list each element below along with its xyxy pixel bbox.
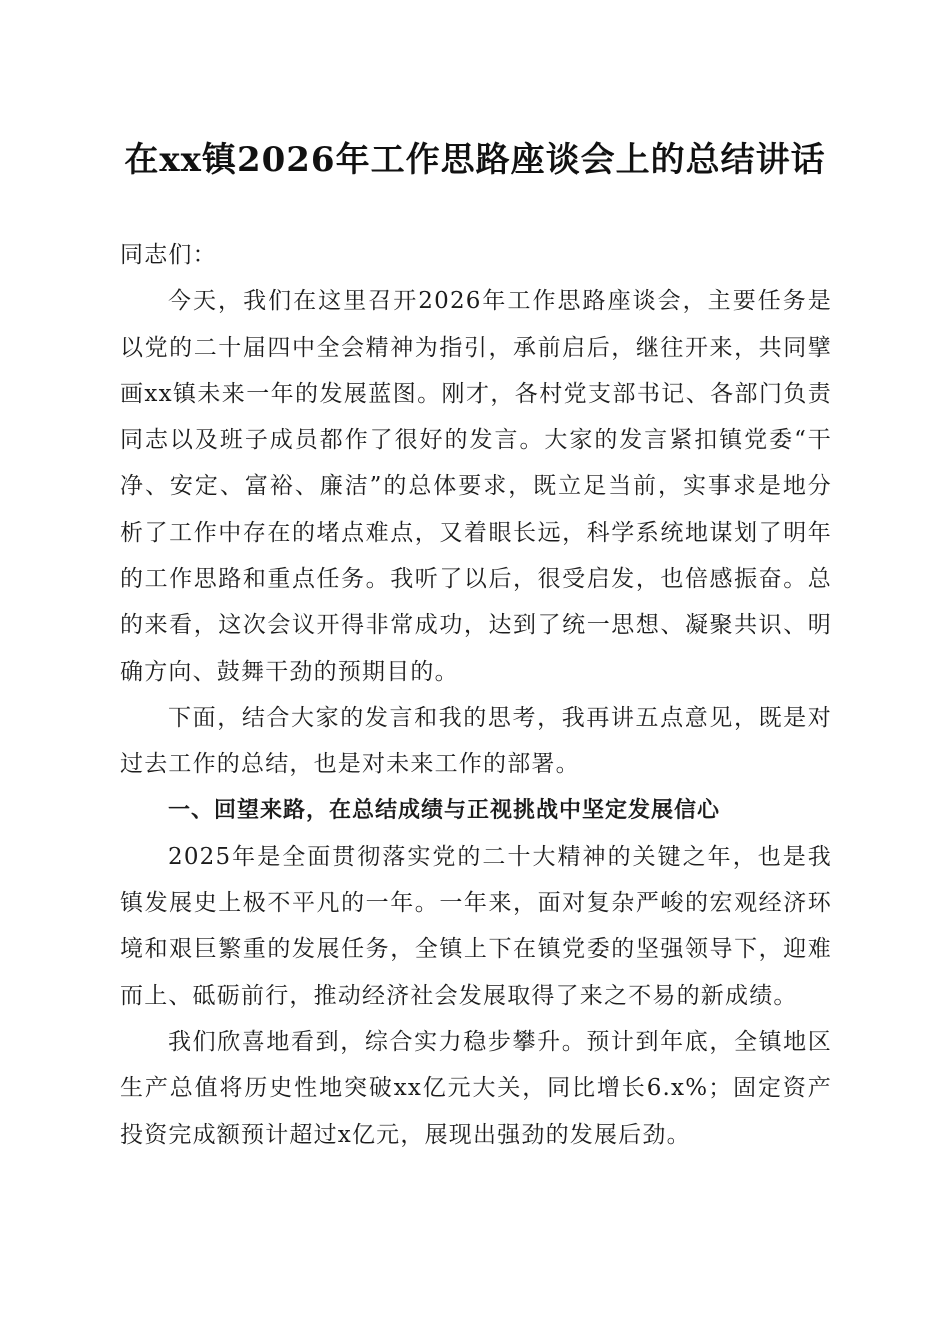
section-1-paragraph: 2025年是全面贯彻落实党的二十大精神的关键之年，也是我镇发展史上极不平凡的一年。一年来，面对复杂严峻的宏观经济环境和艰巨繁重的发展任务，全镇上下在镇党委的坚强领导下，迎难而上、砥砺前行，推动经济社会发展取得了来之不易的新成绩。 <box>120 843 832 1009</box>
opening-paragraph: 今天，我们在这里召开2026年工作思路座谈会，主要任务是以党的二十届四中全会精神为指引，承前启后，继往开来，共同擘画xx镇未来一年的发展蓝图。刚才，各村党支部书记、各部门负责同志以及班子成员都作了很好的发言。大家的发言紧扣镇党委“干净、安定、富裕、廉洁”的总体要求，既立足当前，实事求是地分析了工作中存在的堵点难点，又着眼长远，科学系统地谋划了明年的工作思路和重点任务。我听了以后，很受启发，也倍感振奋。总的来看，这次会议开得非常成功，达到了统一思想、凝聚共识、明确方向、鼓舞干劲的预期目的。 <box>120 288 832 685</box>
section-1-heading: 一、回望来路，在总结成绩与正视挑战中坚定发展信心 <box>168 797 721 823</box>
section-1-paragraph: 我们欣喜地看到，综合实力稳步攀升。预计到年底，全镇地区生产总值将历史性地突破xx亿元大关，同比增长6.x%；固定资产投资完成额预计超过x亿元，展现出强劲的发展后劲。 <box>120 1029 832 1148</box>
document-title: 在xx镇2026年工作思路座谈会上的总结讲话 <box>124 140 826 180</box>
document-body <box>120 232 832 1158</box>
salutation: 同志们： <box>120 242 217 268</box>
transition-paragraph: 下面，结合大家的发言和我的思考，我再讲五点意见，既是对过去工作的总结，也是对未来工作的部署。 <box>120 704 832 778</box>
